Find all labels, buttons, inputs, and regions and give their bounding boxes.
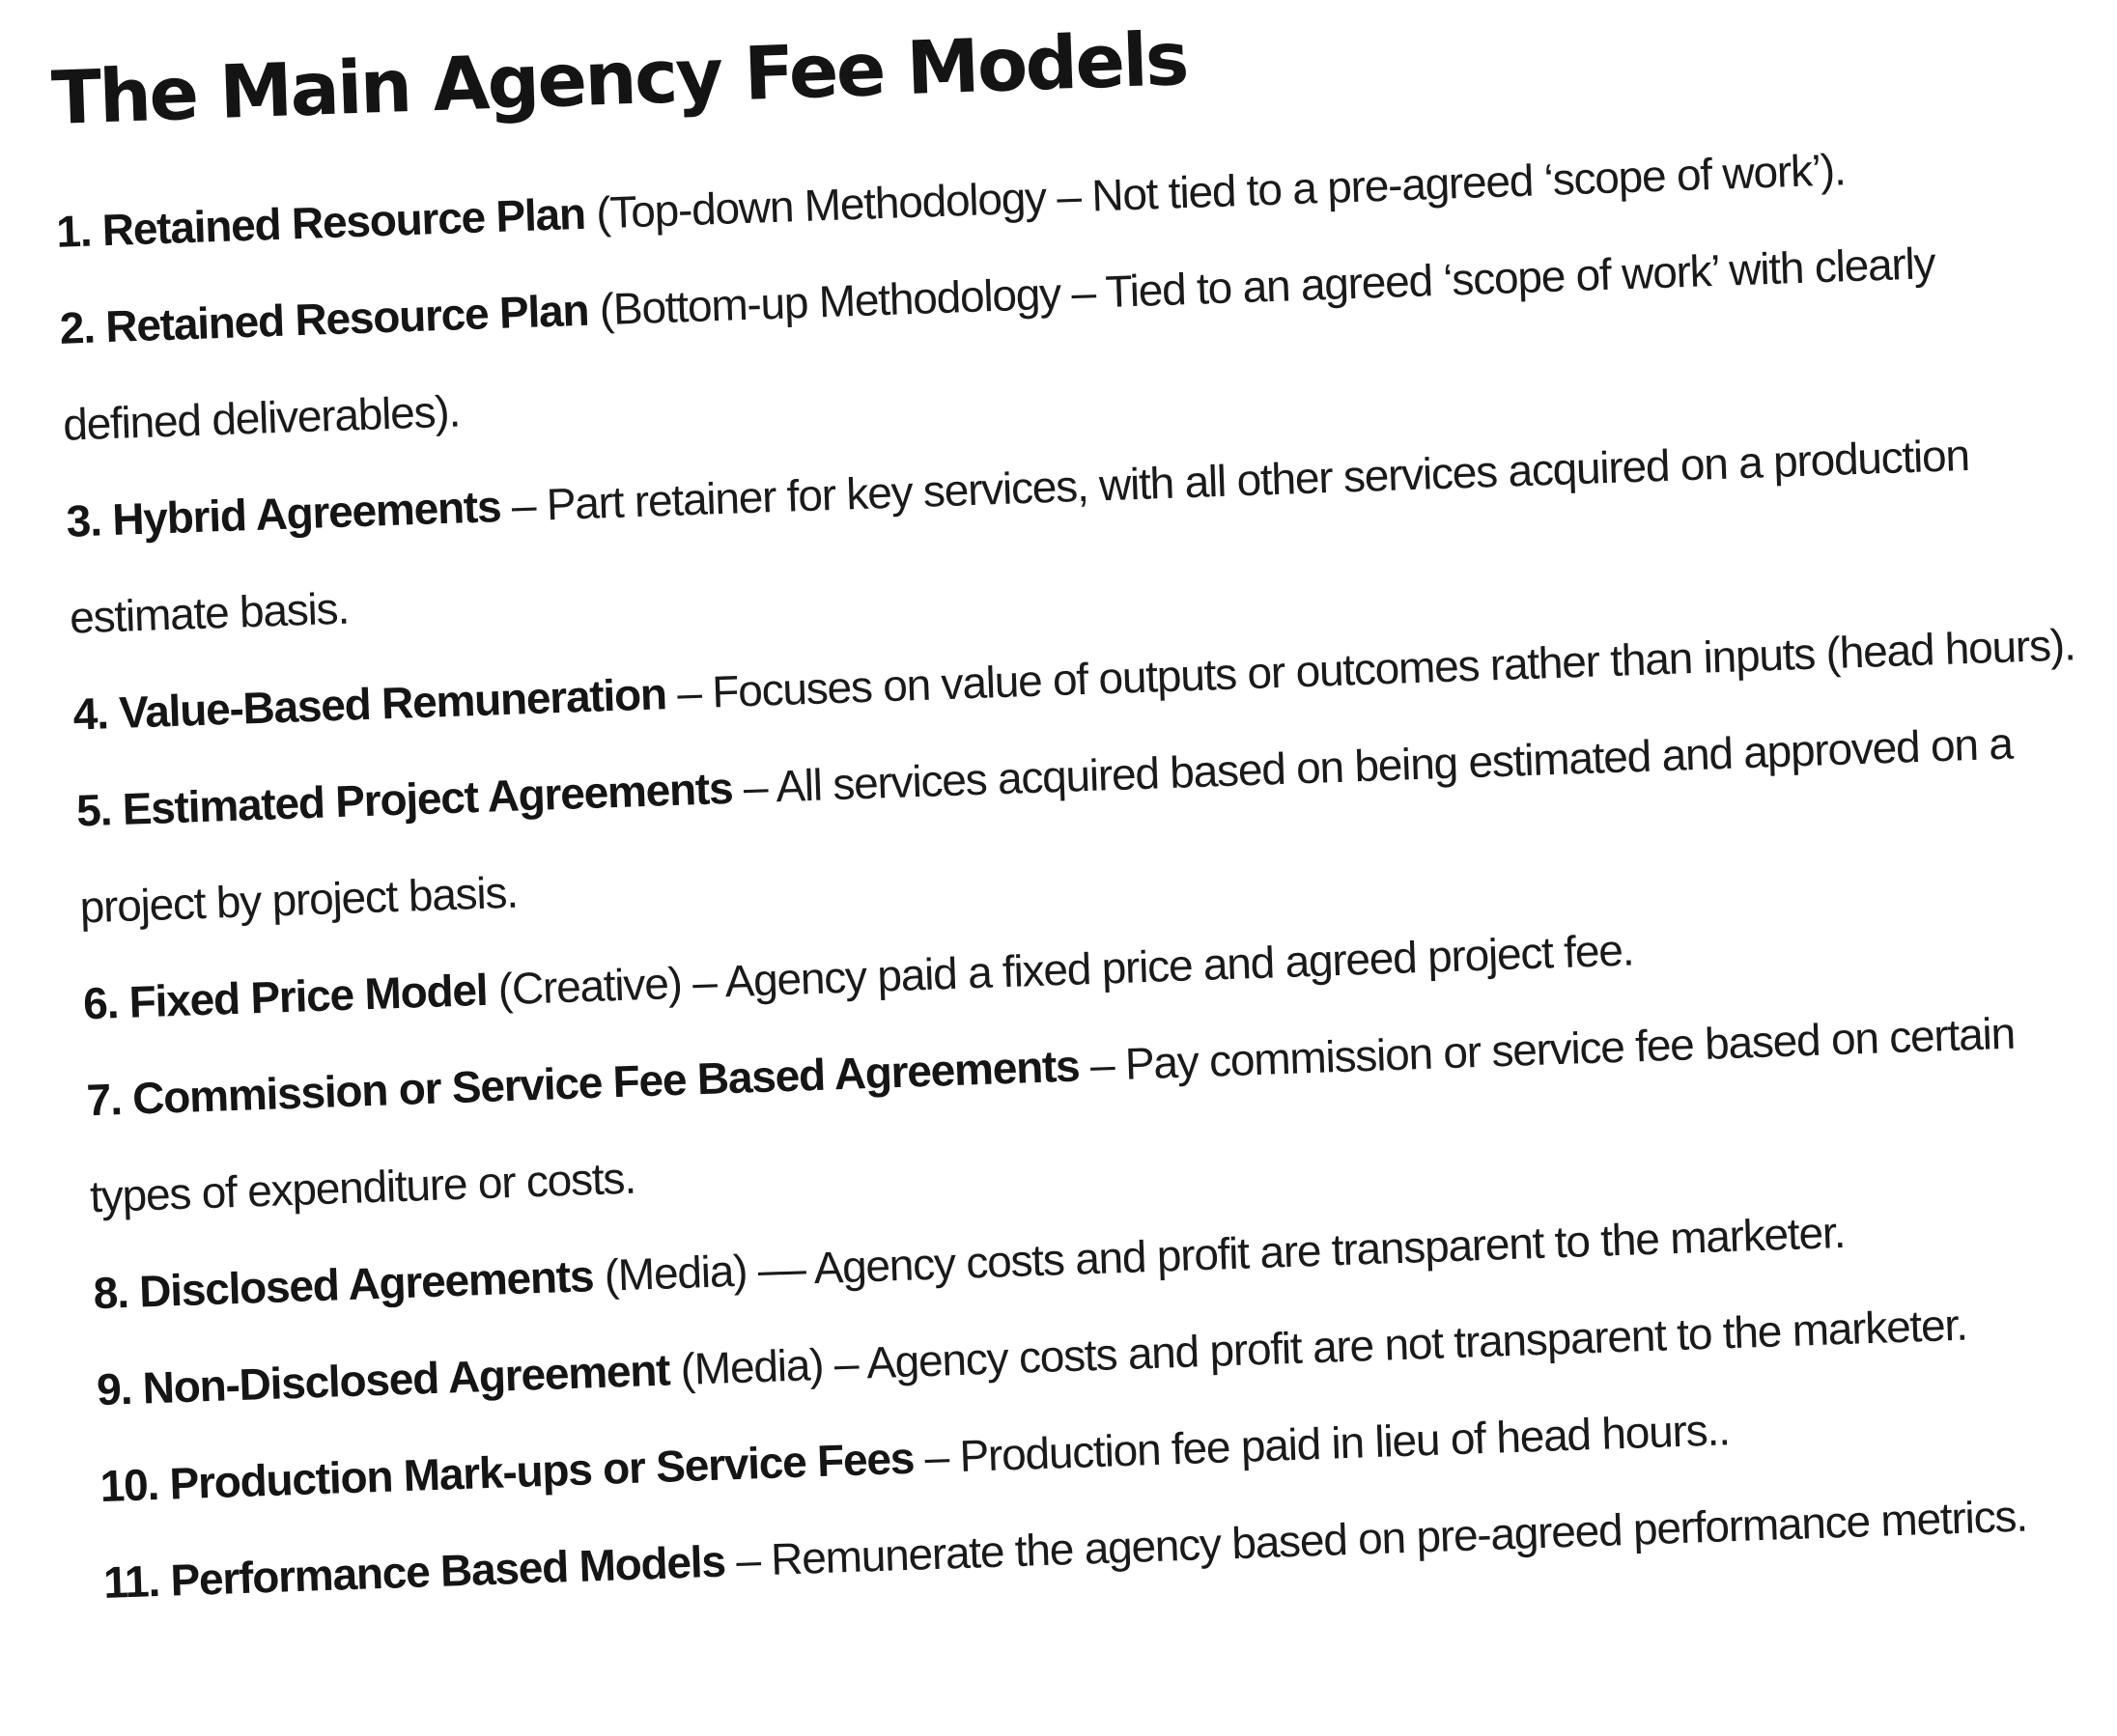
item-number: 4. — [71, 686, 109, 740]
item-name: Performance Based Models — [169, 1535, 726, 1606]
item-description: –– Agency costs and profit are transparent to the marketer. — [746, 1206, 1846, 1296]
item-name: Value-Based Remuneration — [118, 667, 667, 738]
item-number: 8. — [92, 1266, 129, 1318]
item-description: – Focuses on value of outputs or outcomes rather than inputs (head hours). — [664, 618, 2076, 718]
item-name: Production Mark-ups or Service Fees — [168, 1432, 915, 1509]
item-description: – All services acquired based on being estimated and approved on a project by project basis. — [78, 717, 2014, 933]
item-qualifier: (Bottom-up Methodology — [587, 267, 1061, 335]
item-number: 7. — [85, 1073, 123, 1125]
item-name: Non-Disclosed Agreement — [141, 1344, 671, 1414]
item-description: – Production fee paid in lieu of head hours.. — [913, 1403, 1731, 1483]
item-name: Commission or Service Fee Based Agreements — [131, 1040, 1081, 1124]
item-name: Estimated Project Agreements — [121, 762, 734, 834]
item-number: 1. — [55, 205, 93, 257]
item-qualifier: (Top-down Methodology — [583, 171, 1047, 238]
item-number: 6. — [82, 976, 120, 1028]
fee-model-list — [55, 113, 2113, 1631]
item-description: – Agency paid a fixed price and agreed project fee. — [680, 923, 1634, 1008]
document-sheet — [50, 0, 2113, 1631]
item-name: Retained Resource Plan — [104, 284, 590, 351]
item-description: – Tied to an agreed ‘scope of work’ with clearly defined deliverables). — [62, 237, 1936, 450]
item-qualifier: (Media) — [592, 1245, 748, 1301]
page-title: The Main Agency Fee Models — [49, 14, 1189, 141]
item-name: Retained Resource Plan — [100, 187, 586, 255]
item-description: – Agency costs and profit are not transparent to the marketer. — [822, 1299, 1968, 1389]
item-description: – Pay commission or service fee based on certain types of expenditure or costs. — [89, 1007, 2016, 1221]
item-number: 11. — [102, 1554, 160, 1608]
item-name: Disclosed Agreements — [138, 1249, 595, 1317]
item-number: 5. — [75, 783, 113, 836]
item-description: – Not tied to a pre-agreed ‘scope of work’). — [1044, 143, 1847, 222]
item-qualifier: (Creative) — [486, 957, 683, 1015]
item-name: Hybrid Agreements — [111, 480, 502, 545]
item-qualifier: (Media) — [668, 1338, 825, 1395]
item-number: 3. — [65, 494, 102, 546]
item-name: Fixed Price Model — [127, 964, 489, 1027]
item-number: 10. — [99, 1458, 159, 1511]
item-description: – Remunerate the agency based on pre-agreed performance metrics. — [723, 1490, 2028, 1586]
item-number: 2. — [58, 301, 96, 353]
item-number: 9. — [96, 1362, 133, 1414]
item-description: – Part retainer for key services, with all other services acquired on a production estimate basis. — [69, 429, 1970, 643]
